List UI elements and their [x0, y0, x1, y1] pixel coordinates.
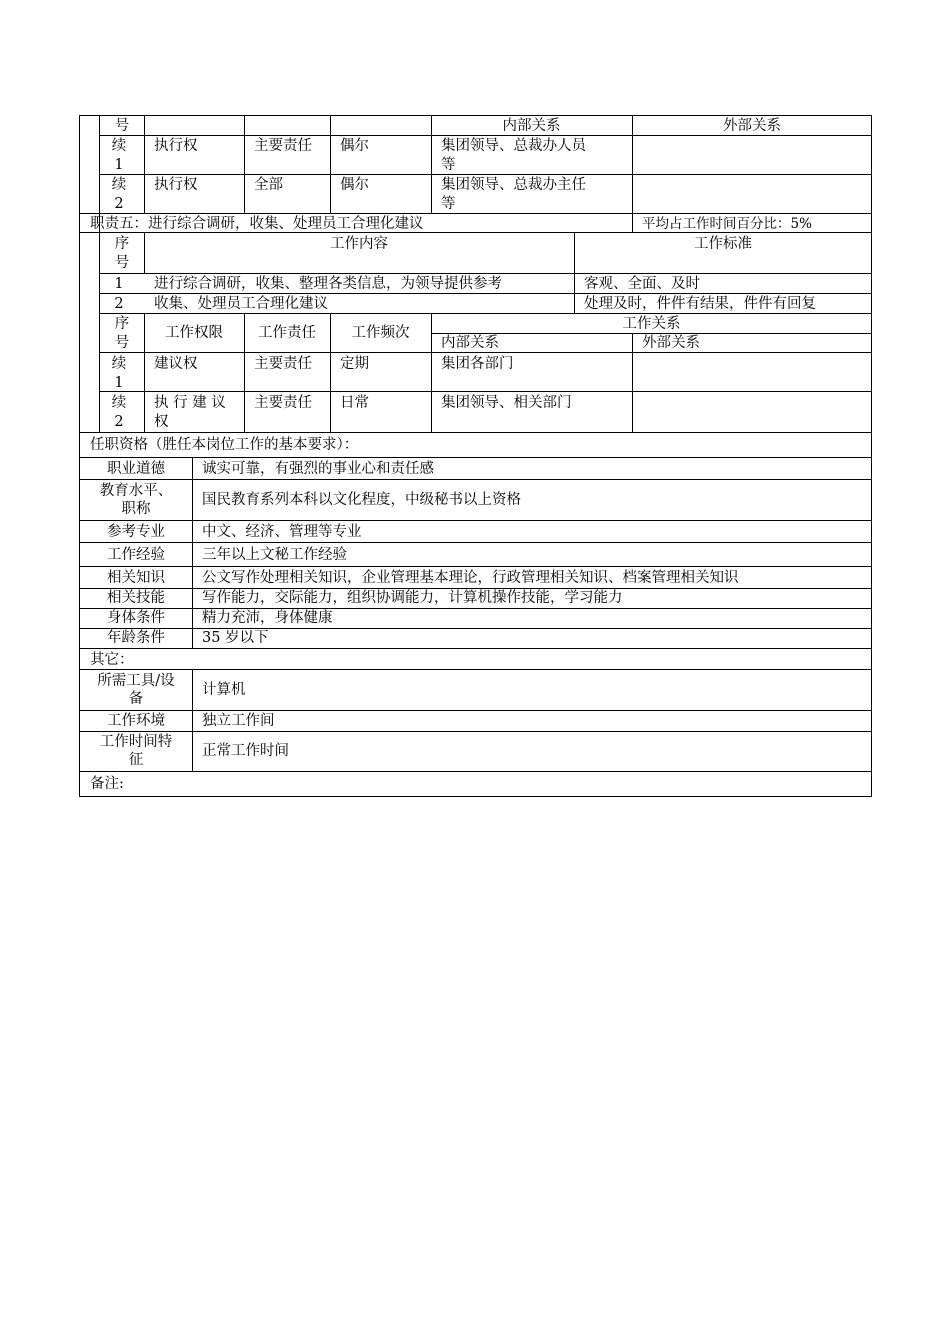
item-standard: 客观、全面、及时 — [584, 276, 700, 292]
external-relation-header: 外部关系 — [642, 335, 700, 351]
qual-value: 诚实可靠，有强烈的事业心和责任感 — [202, 461, 434, 477]
row-internal: 集团领导、总裁办主任 — [441, 177, 586, 193]
work-content-header: 工作内容 — [330, 236, 388, 252]
row-seq-num: 2 — [114, 414, 124, 430]
qual-label-cont: 职称 — [121, 501, 151, 517]
remarks: 备注: — [90, 776, 124, 792]
qual-value: 精力充沛，身体健康 — [202, 610, 333, 626]
row-seq: 续 — [111, 138, 127, 154]
work-standard-header: 工作标准 — [694, 236, 752, 252]
qual-value: 35 岁以下 — [202, 630, 269, 646]
other-label: 工作环境 — [107, 713, 165, 729]
qual-label: 职业道德 — [107, 461, 165, 477]
duty5-title: 职责五：进行综合调研，收集、处理员工合理化建议 — [90, 216, 424, 232]
relation-header: 工作关系 — [622, 316, 681, 332]
row-internal: 集团领导、相关部门 — [441, 395, 572, 411]
row-internal-cont: 等 — [441, 196, 456, 212]
row-seq-num: 2 — [114, 196, 124, 212]
qual-value: 公文写作处理相关知识，企业管理基本理论，行政管理相关知识、档案管理相关知识 — [202, 570, 739, 586]
qual-label: 相关技能 — [107, 590, 165, 606]
internal-relation-header: 内部关系 — [502, 118, 561, 134]
other-value: 正常工作时间 — [202, 743, 289, 759]
row-responsibility: 全部 — [254, 177, 283, 193]
row-seq: 续 — [111, 356, 127, 372]
internal-relation-header: 内部关系 — [441, 335, 499, 351]
row-internal: 集团各部门 — [441, 356, 514, 372]
row-frequency: 定期 — [340, 356, 369, 372]
item-content: 进行综合调研，收集、整理各类信息，为领导提供参考 — [154, 276, 502, 292]
authority-header: 工作权限 — [165, 325, 223, 341]
other-value: 独立工作间 — [202, 713, 275, 729]
row-internal: 集团领导、总裁办人员 — [441, 138, 586, 154]
item-seq: 1 — [114, 276, 124, 292]
row-seq-num: 1 — [114, 157, 124, 173]
row-authority: 执行权 — [154, 138, 198, 154]
row-authority: 建议权 — [154, 356, 198, 372]
other-label: 工作时间特 — [99, 734, 173, 750]
other-label-cont: 征 — [128, 752, 144, 768]
row-frequency: 日常 — [340, 395, 369, 411]
qual-label: 教育水平、 — [99, 483, 173, 499]
row-authority-cont: 权 — [154, 414, 169, 430]
responsibility-header: 工作责任 — [258, 325, 316, 341]
row-seq: 续 — [111, 177, 127, 193]
row-frequency: 偶尔 — [340, 177, 369, 193]
qualifications-title: 任职资格（胜任本岗位工作的基本要求）： — [90, 437, 359, 453]
row-internal-cont: 等 — [441, 157, 456, 173]
row-authority: 执 行 建 议 — [154, 395, 226, 411]
row-seq: 续 — [111, 395, 127, 411]
other-title: 其它： — [90, 652, 134, 668]
qual-label: 工作经验 — [107, 547, 165, 563]
qual-value: 国民教育系列本科以文化程度，中级秘书以上资格 — [202, 492, 521, 508]
row-authority: 执行权 — [154, 177, 198, 193]
qual-label: 参考专业 — [107, 524, 165, 540]
seq-header: 序 — [114, 236, 130, 252]
qual-value: 中文、经济、管理等专业 — [202, 524, 362, 540]
qual-label: 身体条件 — [107, 610, 165, 626]
seq-header-b: 号 — [114, 255, 130, 271]
other-label-cont: 备 — [128, 691, 144, 707]
qual-label: 相关知识 — [107, 570, 165, 586]
qual-value: 三年以上文秘工作经验 — [202, 547, 347, 563]
qual-label: 年龄条件 — [107, 630, 165, 646]
row-seq-num: 1 — [114, 375, 124, 391]
seq-header: 序 — [114, 316, 130, 332]
seq-header-tail: 号 — [114, 118, 130, 134]
external-relation-header: 外部关系 — [723, 118, 781, 134]
row-responsibility: 主要责任 — [254, 356, 312, 372]
row-responsibility: 主要责任 — [254, 138, 312, 154]
duty5-time-ratio: 平均占工作时间百分比：5% — [642, 216, 812, 232]
row-responsibility: 主要责任 — [254, 395, 312, 411]
other-label: 所需工具/设 — [97, 673, 175, 689]
item-seq: 2 — [114, 296, 124, 312]
other-value: 计算机 — [202, 682, 246, 698]
item-standard: 处理及时，件件有结果，件件有回复 — [584, 296, 816, 312]
item-content: 收集、处理员工合理化建议 — [154, 296, 328, 312]
frequency-header: 工作频次 — [351, 325, 410, 341]
qual-value: 写作能力，交际能力，组织协调能力，计算机操作技能，学习能力 — [202, 590, 623, 606]
seq-header-b: 号 — [114, 335, 130, 351]
row-frequency: 偶尔 — [340, 138, 369, 154]
